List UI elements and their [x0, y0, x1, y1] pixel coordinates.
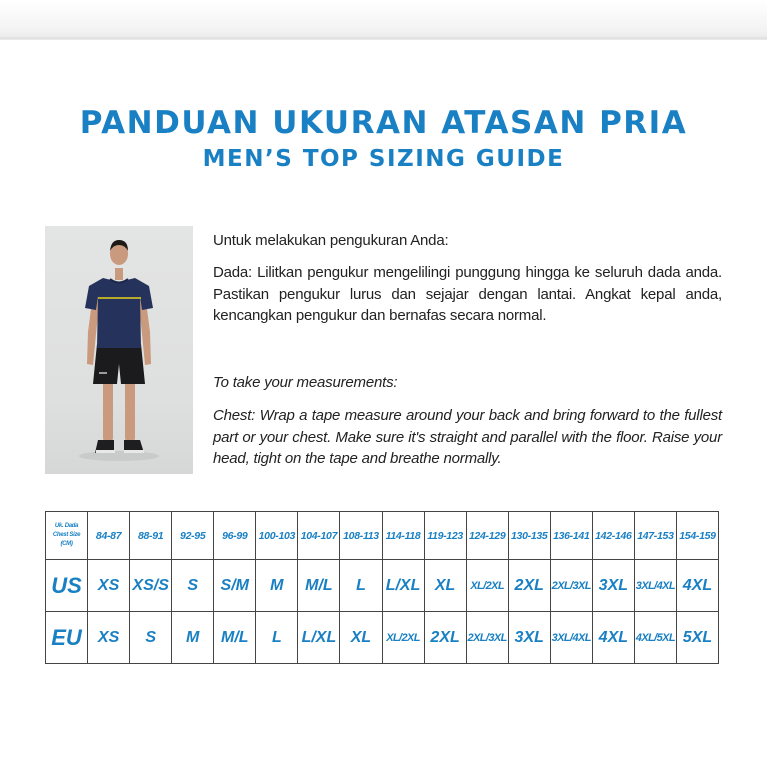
eu-size-cell: 2XL/3XL	[466, 612, 508, 664]
chest-size-cell: 119-123	[424, 512, 466, 560]
us-size-cell: 2XL	[508, 560, 550, 612]
chest-size-row	[46, 512, 719, 560]
eu-size-cell: 4XL/5XL	[634, 612, 676, 664]
us-size-cell: M	[256, 560, 298, 612]
page-title: PANDUAN UKURAN ATASAN PRIA	[79, 105, 688, 141]
us-size-cell: 3XL/4XL	[634, 560, 676, 612]
eu-row-label: EU	[46, 612, 88, 664]
us-size-cell: 2XL/3XL	[550, 560, 592, 612]
us-size-cell: S/M	[214, 560, 256, 612]
chest-size-cell: 88-91	[130, 512, 172, 560]
eu-size-cell: XL/2XL	[382, 612, 424, 664]
eu-size-cell: XS	[88, 612, 130, 664]
eu-size-cell: 2XL	[424, 612, 466, 664]
us-size-cell: M/L	[298, 560, 340, 612]
top-shadow-band	[0, 0, 767, 40]
us-size-row	[46, 560, 719, 612]
eu-size-cell: L/XL	[298, 612, 340, 664]
us-row-label: US	[46, 560, 88, 612]
us-size-cell: 4XL	[676, 560, 718, 612]
corner-label-line: Chest Size	[52, 532, 81, 538]
eu-size-cell: XL	[340, 612, 382, 664]
us-size-cell: XS/S	[130, 560, 172, 612]
us-size-cell: L/XL	[382, 560, 424, 612]
eu-size-cell: 5XL	[676, 612, 718, 664]
chest-size-cell: 84-87	[88, 512, 130, 560]
en-intro: To take your measurements:	[213, 374, 398, 391]
id-intro: Untuk melakukan pengukuran Anda:	[213, 232, 449, 249]
page-subtitle: MEN’S TOP SIZING GUIDE	[202, 146, 565, 172]
eu-size-cell: 3XL	[508, 612, 550, 664]
chest-size-cell: 130-135	[508, 512, 550, 560]
eu-size-cell: S	[130, 612, 172, 664]
eu-size-row	[46, 612, 719, 664]
en-chest-instructions: Chest: Wrap a tape measure around your back and bring forward to the fullest part or your chest. Make sure it's straight and parallel with the floor. Raise your head, tight on the tape and breathe normally.	[213, 407, 722, 467]
chest-size-cell: 136-141	[550, 512, 592, 560]
id-chest-instructions: Dada: Lilitkan pengukur mengelilingi punggung hingga ke seluruh dada anda. Pastikan pengukur lurus dan sejajar dengan lantai. Angkat kepal anda, kencangkan pengukur dan bernafas secara normal.	[213, 264, 722, 324]
us-size-cell: L	[340, 560, 382, 612]
chest-size-cell: 104-107	[298, 512, 340, 560]
chest-size-header	[46, 512, 88, 560]
model-photo	[45, 226, 193, 474]
chest-size-cell: 96-99	[214, 512, 256, 560]
eu-size-cell: M	[172, 612, 214, 664]
us-size-cell: S	[172, 560, 214, 612]
chest-size-cell: 142-146	[592, 512, 634, 560]
eu-size-cell: 3XL/4XL	[550, 612, 592, 664]
chest-size-cell: 100-103	[256, 512, 298, 560]
us-size-cell: XS	[88, 560, 130, 612]
chest-size-cell: 92-95	[172, 512, 214, 560]
us-size-cell: XL/2XL	[466, 560, 508, 612]
us-size-cell: 3XL	[592, 560, 634, 612]
eu-size-cell: L	[256, 612, 298, 664]
chest-size-cell: 147-153	[634, 512, 676, 560]
eu-size-cell: M/L	[214, 612, 256, 664]
chest-size-cell: 154-159	[676, 512, 718, 560]
chest-size-cell: 114-118	[382, 512, 424, 560]
chest-size-cell: 124-129	[466, 512, 508, 560]
chest-size-cell: 108-113	[340, 512, 382, 560]
male-model-figure	[45, 226, 193, 474]
corner-label-line: (CM)	[60, 541, 73, 547]
eu-size-cell: 4XL	[592, 612, 634, 664]
us-size-cell: XL	[424, 560, 466, 612]
corner-label-line: Uk. Dada	[54, 523, 79, 529]
size-table	[45, 511, 719, 664]
